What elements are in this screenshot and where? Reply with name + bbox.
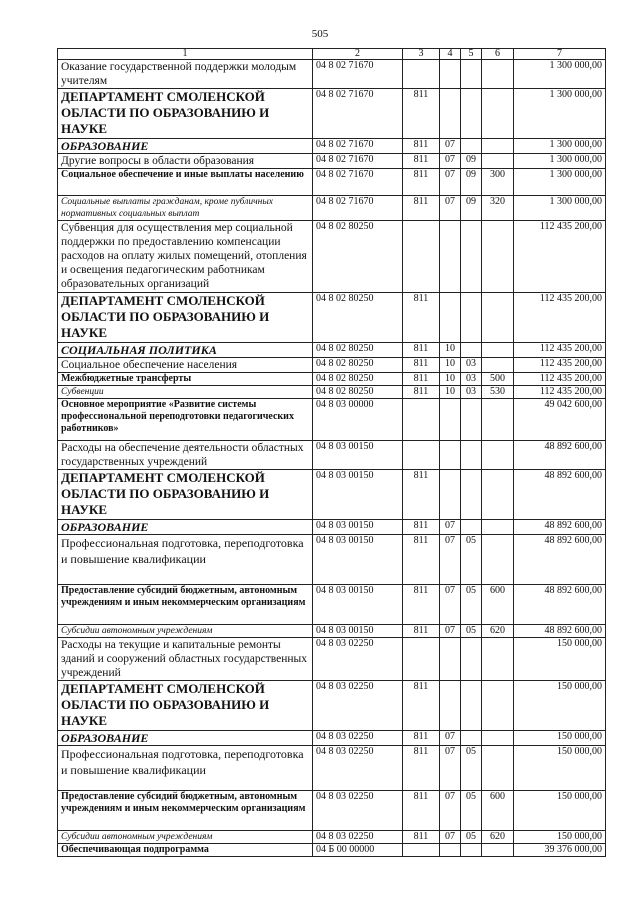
row-amount: 1 300 000,00 — [514, 196, 606, 221]
table-row — [58, 625, 606, 638]
section-code: 07 — [440, 746, 461, 791]
subsection-code — [461, 139, 482, 154]
ministry-code: 811 — [403, 535, 440, 585]
section-code: 10 — [440, 343, 461, 358]
subsection-code — [461, 60, 482, 89]
target-code: 04 8 03 02250 — [313, 791, 403, 831]
table-row — [58, 681, 606, 731]
ministry-code: 811 — [403, 585, 440, 625]
subsection-code: 03 — [461, 358, 482, 373]
section-code: 10 — [440, 373, 461, 386]
subsection-code — [461, 399, 482, 441]
table-row — [58, 791, 606, 831]
target-code: 04 8 03 00150 — [313, 520, 403, 535]
row-name: Расходы на текущие и капитальные ремонты зданий и сооружений областных государственных учреждений — [58, 638, 313, 681]
expense-type-code: 620 — [482, 831, 514, 844]
expense-type-code — [482, 139, 514, 154]
target-code: 04 8 02 71670 — [313, 60, 403, 89]
expense-type-code — [482, 731, 514, 746]
target-code: 04 8 03 00150 — [313, 535, 403, 585]
row-amount: 150 000,00 — [514, 746, 606, 791]
ministry-code: 811 — [403, 470, 440, 520]
row-name: Субвенции — [58, 386, 313, 399]
row-amount: 112 435 200,00 — [514, 373, 606, 386]
expense-type-code — [482, 638, 514, 681]
table-row — [58, 520, 606, 535]
expense-type-code — [482, 681, 514, 731]
target-code: 04 8 02 80250 — [313, 343, 403, 358]
expense-type-code: 600 — [482, 585, 514, 625]
table-header-row — [58, 49, 606, 60]
row-name: Предоставление субсидий бюджетным, автономным учреждениям и иным некоммерческим организациям — [58, 585, 313, 625]
ministry-code: 811 — [403, 746, 440, 791]
target-code: 04 8 03 00150 — [313, 441, 403, 470]
ministry-code: 811 — [403, 731, 440, 746]
ministry-code: 811 — [403, 520, 440, 535]
subsection-code: 05 — [461, 746, 482, 791]
table-row — [58, 293, 606, 343]
target-code: 04 8 02 80250 — [313, 358, 403, 373]
section-code: 07 — [440, 625, 461, 638]
target-code: 04 8 02 80250 — [313, 373, 403, 386]
target-code: 04 8 03 02250 — [313, 638, 403, 681]
header-col-2: 2 — [313, 49, 403, 60]
ministry-code — [403, 221, 440, 293]
target-code: 04 8 03 00150 — [313, 470, 403, 520]
target-code: 04 8 02 71670 — [313, 154, 403, 169]
ministry-code: 811 — [403, 373, 440, 386]
expense-type-code — [482, 293, 514, 343]
table-row — [58, 358, 606, 373]
row-amount: 49 042 600,00 — [514, 399, 606, 441]
table-row — [58, 399, 606, 441]
subsection-code: 09 — [461, 169, 482, 196]
row-amount: 1 300 000,00 — [514, 89, 606, 139]
row-name: ДЕПАРТАМЕНТ СМОЛЕНСКОЙ ОБЛАСТИ ПО ОБРАЗОВАНИЮ И НАУКЕ — [58, 89, 313, 139]
expense-type-code — [482, 441, 514, 470]
row-name: ОБРАЗОВАНИЕ — [58, 520, 313, 535]
subsection-code — [461, 89, 482, 139]
row-amount: 1 300 000,00 — [514, 169, 606, 196]
target-code: 04 8 02 80250 — [313, 221, 403, 293]
table-row — [58, 535, 606, 585]
table-row — [58, 441, 606, 470]
expense-type-code — [482, 746, 514, 791]
row-name: Предоставление субсидий бюджетным, автономным учреждениям и иным некоммерческим организациям — [58, 791, 313, 831]
section-code: 10 — [440, 358, 461, 373]
row-name: Профессиональная подготовка, переподготовка и повышение квалификации — [58, 535, 313, 585]
row-name: ОБРАЗОВАНИЕ — [58, 139, 313, 154]
subsection-code: 03 — [461, 373, 482, 386]
expense-type-code — [482, 535, 514, 585]
table-row — [58, 154, 606, 169]
row-amount: 39 376 000,00 — [514, 844, 606, 857]
row-name: Оказание государственной поддержки молодым учителям — [58, 60, 313, 89]
table-row — [58, 343, 606, 358]
target-code: 04 8 02 71670 — [313, 139, 403, 154]
target-code: 04 8 03 00150 — [313, 625, 403, 638]
target-code: 04 8 02 80250 — [313, 293, 403, 343]
row-amount: 1 300 000,00 — [514, 139, 606, 154]
row-name: Расходы на обеспечение деятельности областных государственных учреждений — [58, 441, 313, 470]
table-row — [58, 470, 606, 520]
row-name: ОБРАЗОВАНИЕ — [58, 731, 313, 746]
expense-type-code — [482, 399, 514, 441]
ministry-code: 811 — [403, 625, 440, 638]
subsection-code: 03 — [461, 386, 482, 399]
table-row — [58, 844, 606, 857]
row-amount: 150 000,00 — [514, 831, 606, 844]
table-row — [58, 196, 606, 221]
row-name: Другие вопросы в области образования — [58, 154, 313, 169]
row-amount: 48 892 600,00 — [514, 470, 606, 520]
ministry-code: 811 — [403, 139, 440, 154]
row-amount: 48 892 600,00 — [514, 441, 606, 470]
table-row — [58, 731, 606, 746]
expense-type-code — [482, 60, 514, 89]
ministry-code: 811 — [403, 293, 440, 343]
row-name: Социальные выплаты гражданам, кроме публичных нормативных социальных выплат — [58, 196, 313, 221]
row-amount: 1 300 000,00 — [514, 60, 606, 89]
table-row — [58, 373, 606, 386]
subsection-code — [461, 441, 482, 470]
expense-type-code — [482, 470, 514, 520]
target-code: 04 8 03 00000 — [313, 399, 403, 441]
ministry-code: 811 — [403, 386, 440, 399]
row-amount: 112 435 200,00 — [514, 221, 606, 293]
ministry-code: 811 — [403, 358, 440, 373]
table-row — [58, 60, 606, 89]
row-name: Обеспечивающая подпрограмма — [58, 844, 313, 857]
ministry-code: 811 — [403, 196, 440, 221]
section-code — [440, 89, 461, 139]
target-code: 04 8 03 02250 — [313, 731, 403, 746]
expense-type-code — [482, 89, 514, 139]
ministry-code: 811 — [403, 169, 440, 196]
row-amount: 48 892 600,00 — [514, 625, 606, 638]
ministry-code: 811 — [403, 791, 440, 831]
section-code: 07 — [440, 731, 461, 746]
ministry-code: 811 — [403, 681, 440, 731]
header-col-5: 5 — [461, 49, 482, 60]
row-amount: 150 000,00 — [514, 638, 606, 681]
row-name: Профессиональная подготовка, переподготовка и повышение квалификации — [58, 746, 313, 791]
header-col-4: 4 — [440, 49, 461, 60]
expense-type-code: 300 — [482, 169, 514, 196]
section-code — [440, 399, 461, 441]
subsection-code: 09 — [461, 196, 482, 221]
row-amount: 48 892 600,00 — [514, 585, 606, 625]
subsection-code: 05 — [461, 831, 482, 844]
row-amount: 150 000,00 — [514, 791, 606, 831]
subsection-code — [461, 221, 482, 293]
ministry-code — [403, 60, 440, 89]
table-row — [58, 831, 606, 844]
subsection-code: 05 — [461, 791, 482, 831]
expense-type-code — [482, 154, 514, 169]
row-name: Межбюджетные трансферты — [58, 373, 313, 386]
row-name: Субсидии автономным учреждениям — [58, 625, 313, 638]
table-row — [58, 89, 606, 139]
section-code — [440, 638, 461, 681]
section-code — [440, 441, 461, 470]
expense-type-code — [482, 343, 514, 358]
section-code — [440, 60, 461, 89]
expense-type-code: 320 — [482, 196, 514, 221]
row-name: Основное мероприятие «Развитие системы профессиональной переподготовки педагогических работников» — [58, 399, 313, 441]
subsection-code — [461, 681, 482, 731]
expense-type-code — [482, 221, 514, 293]
section-code: 07 — [440, 535, 461, 585]
table-row — [58, 585, 606, 625]
table-row — [58, 221, 606, 293]
row-name: Субсидии автономным учреждениям — [58, 831, 313, 844]
header-col-7: 7 — [514, 49, 606, 60]
section-code: 10 — [440, 386, 461, 399]
row-amount: 150 000,00 — [514, 731, 606, 746]
section-code: 07 — [440, 196, 461, 221]
subsection-code — [461, 731, 482, 746]
row-amount: 1 300 000,00 — [514, 154, 606, 169]
row-amount: 112 435 200,00 — [514, 293, 606, 343]
table-row — [58, 139, 606, 154]
section-code: 07 — [440, 520, 461, 535]
table-row — [58, 169, 606, 196]
target-code: 04 8 03 02250 — [313, 831, 403, 844]
expense-type-code: 620 — [482, 625, 514, 638]
section-code — [440, 470, 461, 520]
row-amount: 48 892 600,00 — [514, 520, 606, 535]
expense-type-code: 500 — [482, 373, 514, 386]
row-amount: 112 435 200,00 — [514, 386, 606, 399]
subsection-code: 05 — [461, 535, 482, 585]
header-col-3: 3 — [403, 49, 440, 60]
subsection-code — [461, 520, 482, 535]
target-code: 04 Б 00 00000 — [313, 844, 403, 857]
target-code: 04 8 02 80250 — [313, 386, 403, 399]
row-name: СОЦИАЛЬНАЯ ПОЛИТИКА — [58, 343, 313, 358]
subsection-code — [461, 638, 482, 681]
row-amount: 112 435 200,00 — [514, 343, 606, 358]
subsection-code — [461, 844, 482, 857]
subsection-code: 05 — [461, 625, 482, 638]
subsection-code — [461, 470, 482, 520]
expense-type-code — [482, 358, 514, 373]
ministry-code: 811 — [403, 343, 440, 358]
section-code — [440, 221, 461, 293]
expense-type-code — [482, 844, 514, 857]
target-code: 04 8 02 71670 — [313, 169, 403, 196]
row-name: ДЕПАРТАМЕНТ СМОЛЕНСКОЙ ОБЛАСТИ ПО ОБРАЗОВАНИЮ И НАУКЕ — [58, 681, 313, 731]
subsection-code — [461, 293, 482, 343]
section-code: 07 — [440, 139, 461, 154]
ministry-code: 811 — [403, 89, 440, 139]
subsection-code: 05 — [461, 585, 482, 625]
expense-type-code — [482, 520, 514, 535]
section-code: 07 — [440, 791, 461, 831]
target-code: 04 8 03 00150 — [313, 585, 403, 625]
row-name: ДЕПАРТАМЕНТ СМОЛЕНСКОЙ ОБЛАСТИ ПО ОБРАЗОВАНИЮ И НАУКЕ — [58, 293, 313, 343]
row-name: Субвенция для осуществления мер социальной поддержки по предоставлению компенсации расходов на оплату жилых помещений, отопления и освещения педагогическим работникам образовательных организаций — [58, 221, 313, 293]
expense-type-code: 530 — [482, 386, 514, 399]
ministry-code: 811 — [403, 831, 440, 844]
budget-table-body — [58, 49, 606, 857]
budget-table — [57, 48, 606, 857]
section-code: 07 — [440, 585, 461, 625]
subsection-code — [461, 343, 482, 358]
section-code: 07 — [440, 169, 461, 196]
ministry-code — [403, 441, 440, 470]
target-code: 04 8 03 02250 — [313, 746, 403, 791]
target-code: 04 8 02 71670 — [313, 196, 403, 221]
table-row — [58, 746, 606, 791]
ministry-code — [403, 638, 440, 681]
row-name: Социальное обеспечение населения — [58, 358, 313, 373]
row-name: ДЕПАРТАМЕНТ СМОЛЕНСКОЙ ОБЛАСТИ ПО ОБРАЗОВАНИЮ И НАУКЕ — [58, 470, 313, 520]
row-amount: 112 435 200,00 — [514, 358, 606, 373]
expense-type-code: 600 — [482, 791, 514, 831]
row-amount: 150 000,00 — [514, 681, 606, 731]
target-code: 04 8 02 71670 — [313, 89, 403, 139]
table-row — [58, 638, 606, 681]
section-code: 07 — [440, 154, 461, 169]
section-code — [440, 293, 461, 343]
ministry-code — [403, 399, 440, 441]
header-col-1: 1 — [58, 49, 313, 60]
section-code — [440, 681, 461, 731]
section-code: 07 — [440, 831, 461, 844]
header-col-6: 6 — [482, 49, 514, 60]
page-number: 505 — [311, 28, 329, 40]
target-code: 04 8 03 02250 — [313, 681, 403, 731]
row-amount: 48 892 600,00 — [514, 535, 606, 585]
section-code — [440, 844, 461, 857]
subsection-code: 09 — [461, 154, 482, 169]
row-name: Социальное обеспечение и иные выплаты населению — [58, 169, 313, 196]
ministry-code: 811 — [403, 154, 440, 169]
table-row — [58, 386, 606, 399]
ministry-code — [403, 844, 440, 857]
